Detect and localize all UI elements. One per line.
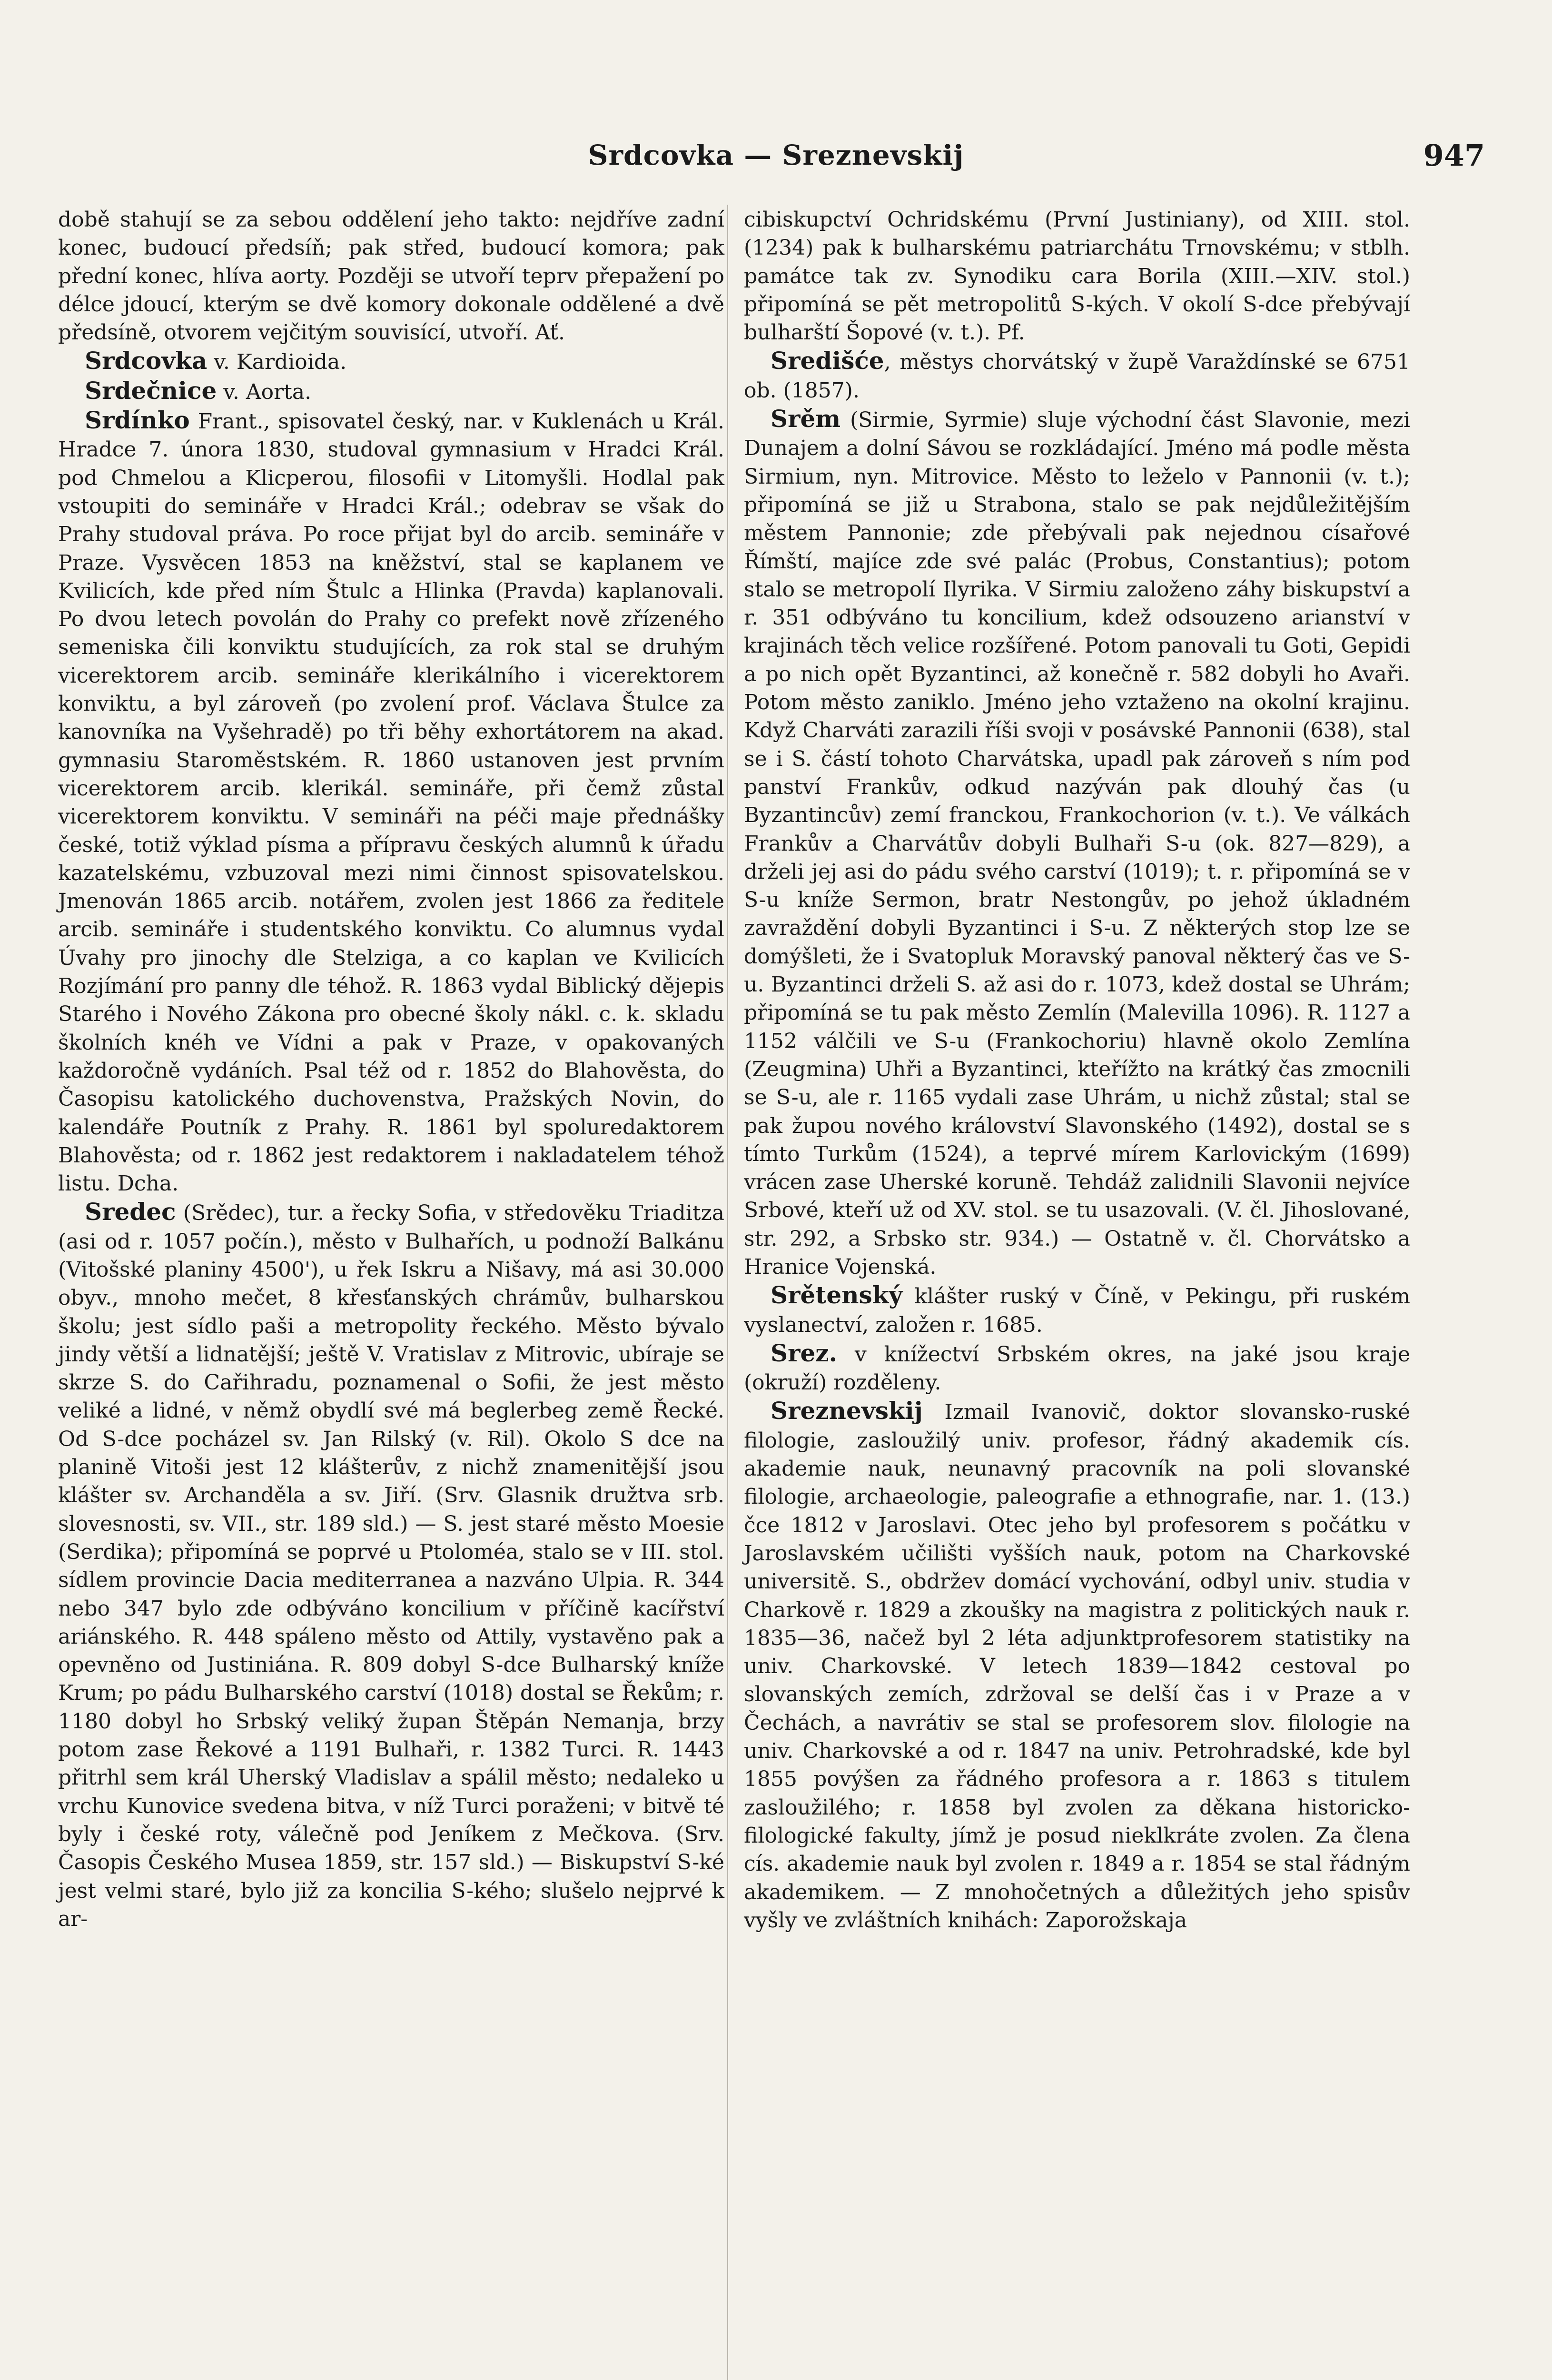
entry-text: v knížectví Srbském okres, na jaké jsou kraje (okruží) rozděleny. [744, 1342, 1410, 1395]
dictionary-entry [58, 406, 724, 1198]
entry-headword: Srdínko [85, 406, 190, 435]
dictionary-entry [58, 377, 724, 406]
dictionary-entry [744, 347, 1410, 405]
page-number: 947 [1423, 138, 1485, 173]
entry-headword: Srez. [771, 1339, 838, 1367]
entry-text: (Sirmie, Syrmie) sluje východní část Slavonie, mezi Dunajem a dolní Sávou se rozkládající. Jméno má podle města Sirmium, nyn. Mitrovice. Město to leželo v Pannonii (v. t.); připomíná se již u Strabona, stalo se pak nejdůležitějším městem Pannonie; zde přebývali pak nejednou císařové Římští, majíce zde své palác (Probus, Constantius); potom stalo se metropolí Ilyrika. V Sirmiu založeno záhy biskupství a r. 351 odbýváno tu koncilium, kdež odsouzeno arianství v krajinách těch velice rozšířené. Potom panovali tu Goti, Gepidi a po nich opět Byzantinci, až konečně r. 582 dobyli ho Avaři. Potom město zaniklo. Jméno jeho vztaženo na okolní krajinu. Když Charváti zarazili říši svoji v posávské Pannonii (638), stal se i S. částí tohoto Charvátska, upadl pak zároveň s ním pod panství Frankův, odkud nazýván pak dlouhý čas (u Byzantincův) zemí franckou, Frankochorion (v. t.). Ve válkách Frankův a Charvátův dobyli Bulhaři S-u (ok. 827—829), a drželi jej asi do pádu svého carství (1019); t. r. připomíná se v S-u kníže Sermon, bratr Nestongův, po jehož úkladném zavraždění dobyli Byzantinci i S-u. Z některých stop lze se domýšleti, že i Svatopluk Moravský panoval některý čas ve S-u. Byzantinci drželi S. až asi do r. 1073, kdež dostal se Uhrám; připomíná se tu pak město Zemlín (Malevilla 1096). R. 1127 a 1152 válčili ve S-u (Frankochoriu) hlavně okolo Zemlína (Zeugmina) Uhři a Byzantinci, kteřížto na krátký čas zmocnili se S-u, ale r. 1165 vydali zase Uhrám, u nichž zůstal; stal se pak župou nového království Slavonského (1492), dostal se s tímto Turkům (1524), a teprvé mírem Karlovickým (1699) vrácen zase Uherské koruně. Tehdáž zalidnili Slavonii nejvíce Srbové, kteří už od XV. stol. se tu usazovali. (V. čl. Jihoslované, str. 292, a Srbsko str. 934.) — Ostatně v. čl. Chorvátsko a Hranice Vojenská. [744, 408, 1410, 1279]
dictionary-entry [744, 405, 1410, 1281]
entry-headword: Sredec [85, 1198, 176, 1226]
right-column [744, 206, 1410, 1934]
dictionary-entry [744, 1397, 1410, 1934]
entry-headword: Srdečnice [85, 376, 217, 405]
entry-headword: Srěm [771, 405, 841, 433]
entry-text: cibiskupctví Ochridskému (První Justiniany), od XIII. stol. (1234) pak k bulharskému patriarchátu Trnovskému; v stblh. památce tak zv. Synodiku cara Borila (XIII.—XIV. stol.) připomíná se pět metropolitů S-kých. V okolí S-dce přebývají bulharští Šopové (v. t.). Pf. [744, 208, 1410, 345]
entry-text: v. Kardioida. [207, 350, 347, 375]
dictionary-entry [744, 1281, 1410, 1339]
dictionary-entry [58, 347, 724, 376]
continued-text [58, 206, 724, 347]
running-header: Srdcovka — Sreznevskij [588, 139, 964, 171]
dictionary-entry [58, 1198, 724, 1933]
left-column [58, 206, 724, 1933]
dictionary-entry [744, 1339, 1410, 1397]
entry-headword: Srětenský [771, 1281, 903, 1309]
entry-text: klášter ruský v Číně, v Pekingu, při ruském vyslanectví, založen r. 1685. [744, 1284, 1410, 1337]
entry-text: Frant., spisovatel český, nar. v Kuklenách u Král. Hradce 7. února 1830, studoval gymnasium v Hradci Král. pod Chmelou a Klicperou, filosofii v Litomyšli. Hodlal pak vstoupiti do semináře v Hradci Král.; odebrav se však do Prahy studoval práva. Po roce přijat byl do arcib. semináře v Praze. Vysvěcen 1853 na kněžství, stal se kaplanem ve Kvilicích, kde před ním Štulc a Hlinka (Pravda) kaplanovali. Po dvou letech povolán do Prahy co prefekt nově zřízeného semeniska čili konviktu studujících, za rok stal se druhým vicerektorem arcib. semináře klerikálního i vicerektorem konviktu, a byl zároveň (po zvolení prof. Václava Štulce za kanovníka na Vyšehradě) po tři běhy exhortátorem na akad. gymnasiu Staroměstském. R. 1860 ustanoven jest prvním vicerektorem arcib. klerikál. semináře, při čemž zůstal vicerektorem konviktu. V semináři na péči maje přednášky české, totiž výklad písma a přípravu českých alumnů k úřadu kazatelskému, vzbuzoval mezi nimi činnost spisovatelskou. Jmenován 1865 arcib. notářem, zvolen jest 1866 za ředitele arcib. semináře i studentského konviktu. Co alumnus vydal Úvahy pro jinochy dle Stelziga, a co kaplan ve Kvilicích Rozjímání pro panny dle téhož. R. 1863 vydal Biblický dějepis Starého i Nového Zákona pro obecné školy nákl. c. k. skladu školních knéh ve Vídni a pak v Praze, v opakovaných každoročně vydáních. Psal též od r. 1852 do Blahověsta, do Časopisu katolického duchovenstva, Pražských Novin, do kalendáře Poutník z Prahy. R. 1861 byl spoluredaktorem Blahověsta; od r. 1862 jest redaktorem i nakladatelem téhož listu. Dcha. [58, 409, 724, 1196]
entry-text: době stahují se za sebou oddělení jeho takto: nejdříve zadní konec, budoucí předsíň; pak střed, budoucí komora; pak přední konec, hlíva aorty. Později se utvoří teprv přepažení po délce jdoucí, kterým se dvě komory dokonale oddělené a dvě předsíně, otvorem vejčitým souvisící, utvoří. Ať. [58, 208, 724, 345]
entry-text: (Srědec), tur. a řecky Sofia, v středověku Triaditza (asi od r. 1057 počín.), město v Bulhařích, u podnoží Balkánu (Vitošské planiny 4500'), u řek Iskru a Nišavy, má asi 30.000 obyv., mnoho mečet, 8 křesťanských chrámův, bulharskou školu; jest sídlo paši a metropolity řeckého. Město bývalo jindy větší a lidnatější; ještě V. Vratislav z Mitrovic, ubíraje se skrze S. do Cařihradu, poznamenal o Sofii, že jest město veliké a lidné, v němž obydlí své má beglerbeg země Řecké. Od S-dce pocházel sv. Jan Rilský (v. Ril). Okolo S dce na planině Vitoši jest 12 klášterův, z nichž znamenitější jsou klášter sv. Archanděla a sv. Jiří. (Srv. Glasnik družtva srb. slovesnosti, sv. VII., str. 189 sld.) — S. jest staré město Moesie (Serdika); připomíná se poprvé u Ptoloméa, stalo se v III. stol. sídlem provincie Dacia mediterranea a nazváno Ulpia. R. 344 nebo 347 bylo zde odbýváno koncilium v příčině kacířství ariánského. R. 448 spáleno město od Attily, vystavěno pak a opevněno od Justiniána. R. 809 dobyl S-dce Bulharský kníže Krum; po pádu Bulharského carství (1018) dostal se Řekům; r. 1180 dobyl ho Srbský veliký župan Štěpán Nemanja, brzy potom zase Řekové a 1191 Bulhaři, r. 1382 Turci. R. 1443 přitrhl sem král Uherský Vladislav a spálil město; nedaleko u vrchu Kunovice svedena bitva, v níž Turci poraženi; v bitvě té byly i české roty, válečně pod Jeníkem z Mečkova. (Srv. Časopis Českého Musea 1859, str. 157 sld.) — Biskupství S-ké jest velmi staré, bylo již za koncilia S-kého; slušelo nejprvé k ar- [58, 1201, 724, 1931]
entry-headword: Središće [771, 347, 884, 375]
continued-text [744, 206, 1410, 347]
entry-headword: Srdcovka [85, 347, 208, 375]
entry-text: , městys chorvátský v župě Varaždínské se 6751 ob. (1857). [744, 350, 1410, 403]
column-divider [727, 205, 728, 2380]
entry-headword: Sreznevskij [771, 1397, 923, 1425]
entry-text: v. Aorta. [217, 379, 312, 404]
entry-text: Izmail Ivanovič, doktor slovansko-ruské filologie, zasloužilý univ. profesor, řádný akademik cís. akademie nauk, neunavný pracovník na poli slovanské filologie, archaeologie, paleografie a ethnografie, nar. 1. (13.) čce 1812 v Jaroslavi. Otec jeho byl profesorem s počátku v Jaroslavském učilišti vyšších nauk, potom na Charkovské universitě. S., obdržev domácí vychování, odbyl univ. studia v Charkově r. 1829 a zkoušky na magistra z politických nauk r. 1835—36, načež byl 2 léta adjunktprofesorem statistiky na univ. Charkovské. V letech 1839—1842 cestoval po slovanských zemích, zdržoval se delší čas i v Praze a v Čechách, a navrátiv se stal se profesorem slov. filologie na univ. Charkovské a od r. 1847 na univ. Petrohradské, kde byl 1855 povýšen za řádného profesora a r. 1863 s titulem zasloužilého; r. 1858 byl zvolen za děkana historicko-filologické fakulty, jímž je posud nieklkráte zvolen. Za člena cís. akademie nauk byl zvolen r. 1849 a r. 1854 se stal řádným akademikem. — Z mnohočetných a důležitých jeho spisův vyšly ve zvláštních knihách: Zaporožskaja [744, 1400, 1410, 1933]
